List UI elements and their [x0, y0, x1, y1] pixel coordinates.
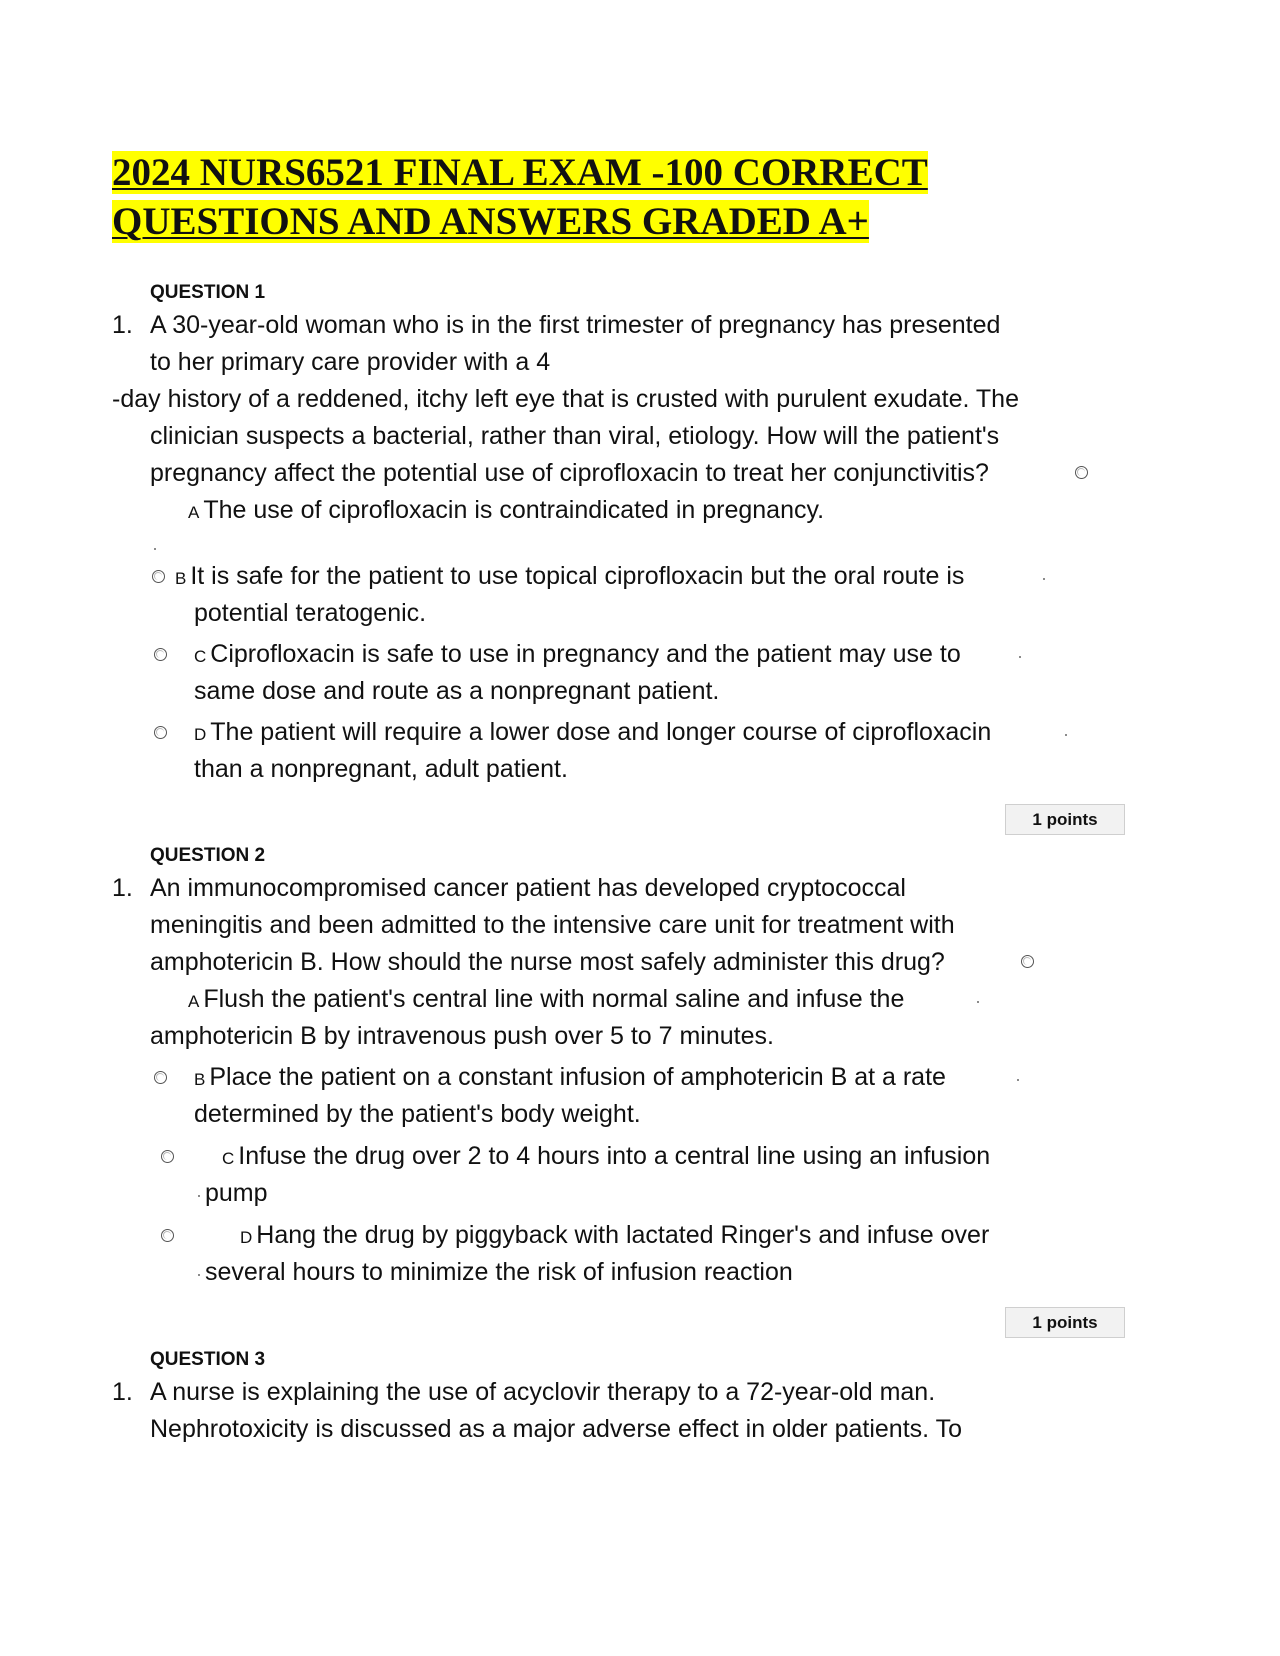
question-2-label: QUESTION 2	[150, 845, 266, 866]
q2-option-a-text-2: amphotericin B by intravenous push over 5 to 7 minutes.	[150, 1022, 774, 1050]
title-line-2: QUESTIONS AND ANSWERS GRADED A+	[112, 200, 869, 243]
q1-option-b-text-1: It is safe for the patient to use topical ciprofloxacin but the oral route is	[190, 562, 965, 590]
q2-option-a[interactable]	[188, 985, 904, 1014]
q2-option-c-letter: C	[222, 1149, 235, 1168]
q2-option-c-text-2: pump	[205, 1179, 268, 1207]
question-3-number: 1.	[112, 1378, 133, 1406]
q1-option-c-radio[interactable]	[154, 648, 167, 661]
question-3-stem-line-1: A nurse is explaining the use of acyclovir therapy to a 72-year-old man.	[150, 1378, 936, 1406]
q2-option-c-radio[interactable]	[161, 1150, 174, 1163]
q2-option-b[interactable]	[194, 1063, 946, 1092]
q1-option-a-radio[interactable]	[1075, 466, 1088, 479]
q1-option-b-radio[interactable]	[152, 570, 165, 583]
question-2-points: 1 points	[1005, 1307, 1125, 1338]
q2-option-b-text-1: Place the patient on a constant infusion of amphotericin B at a rate	[209, 1063, 946, 1091]
q2-option-a-radio[interactable]	[1021, 955, 1034, 968]
q1-option-c-text-2: same dose and route as a nonpregnant patient.	[194, 677, 720, 705]
q2-option-d-letter: D	[240, 1228, 253, 1247]
bullet-dot	[1019, 656, 1021, 658]
q1-option-d-text-2: than a nonpregnant, adult patient.	[194, 755, 568, 783]
q2-option-d-text-2: several hours to minimize the risk of infusion reaction	[205, 1258, 793, 1286]
q2-option-a-letter: A	[188, 992, 200, 1011]
q1-option-d-radio[interactable]	[154, 726, 167, 739]
q1-option-c-text-1: Ciprofloxacin is safe to use in pregnancy and the patient may use to	[210, 640, 961, 668]
q1-option-c[interactable]	[194, 640, 961, 669]
q1-option-a-text: The use of ciprofloxacin is contraindicated in pregnancy.	[203, 496, 825, 524]
bullet-dot	[1017, 1079, 1019, 1081]
question-2-number: 1.	[112, 874, 133, 902]
question-2-stem-line-2: meningitis and been admitted to the intensive care unit for treatment with	[150, 911, 955, 939]
question-1-label: QUESTION 1	[150, 282, 266, 303]
question-1-stem-line-5: pregnancy affect the potential use of ciprofloxacin to treat her conjunctivitis?	[150, 459, 989, 487]
q2-option-d-text-1: Hang the drug by piggyback with lactated Ringer's and infuse over	[256, 1221, 990, 1249]
q1-option-a-letter: A	[188, 503, 200, 522]
bullet-dot	[198, 1195, 200, 1197]
q1-option-b-letter: B	[175, 569, 187, 588]
document-title	[112, 148, 1012, 246]
question-1-stem-line-2: to her primary care provider with a 4	[150, 348, 551, 376]
bullet-dot	[198, 1274, 200, 1276]
q1-option-d-text-1: The patient will require a lower dose and longer course of ciprofloxacin	[210, 718, 992, 746]
q2-option-b-radio[interactable]	[154, 1071, 167, 1084]
q1-option-a[interactable]	[188, 496, 824, 525]
q2-option-d-radio[interactable]	[161, 1229, 174, 1242]
question-1-stem-line-1: A 30-year-old woman who is in the first trimester of pregnancy has presented	[150, 311, 1001, 339]
q2-option-c-text-1: Infuse the drug over 2 to 4 hours into a central line using an infusion	[238, 1142, 991, 1170]
q1-option-b-text-2: potential teratogenic.	[194, 599, 427, 627]
q1-option-d-letter: D	[194, 725, 207, 744]
question-1-stem-line-3: -day history of a reddened, itchy left eye that is crusted with purulent exudate. The	[112, 385, 1019, 413]
question-3-label: QUESTION 3	[150, 1349, 266, 1370]
bullet-dot	[977, 1001, 979, 1003]
q2-option-d[interactable]	[240, 1221, 989, 1250]
q2-option-b-letter: B	[194, 1070, 206, 1089]
question-3-stem-line-2: Nephrotoxicity is discussed as a major adverse effect in older patients. To	[150, 1415, 962, 1443]
bullet-dot	[154, 548, 156, 550]
question-1-stem-line-4: clinician suspects a bacterial, rather than viral, etiology. How will the patient's	[150, 422, 1000, 450]
q2-option-a-text-1: Flush the patient's central line with normal saline and infuse the	[203, 985, 905, 1013]
bullet-dot	[1065, 734, 1067, 736]
bullet-dot	[1043, 578, 1045, 580]
q1-option-d[interactable]	[194, 718, 991, 747]
q1-option-c-letter: C	[194, 647, 207, 666]
question-1-points: 1 points	[1005, 804, 1125, 835]
q2-option-b-text-2: determined by the patient's body weight.	[194, 1100, 641, 1128]
question-2-stem-line-3: amphotericin B. How should the nurse most safely administer this drug?	[150, 948, 945, 976]
question-2-stem-line-1: An immunocompromised cancer patient has developed cryptococcal	[150, 874, 906, 902]
question-1-number: 1.	[112, 311, 133, 339]
q1-option-b[interactable]	[175, 562, 964, 591]
title-line-1: 2024 NURS6521 FINAL EXAM -100 CORRECT	[112, 151, 928, 194]
q2-option-c[interactable]	[222, 1142, 990, 1171]
